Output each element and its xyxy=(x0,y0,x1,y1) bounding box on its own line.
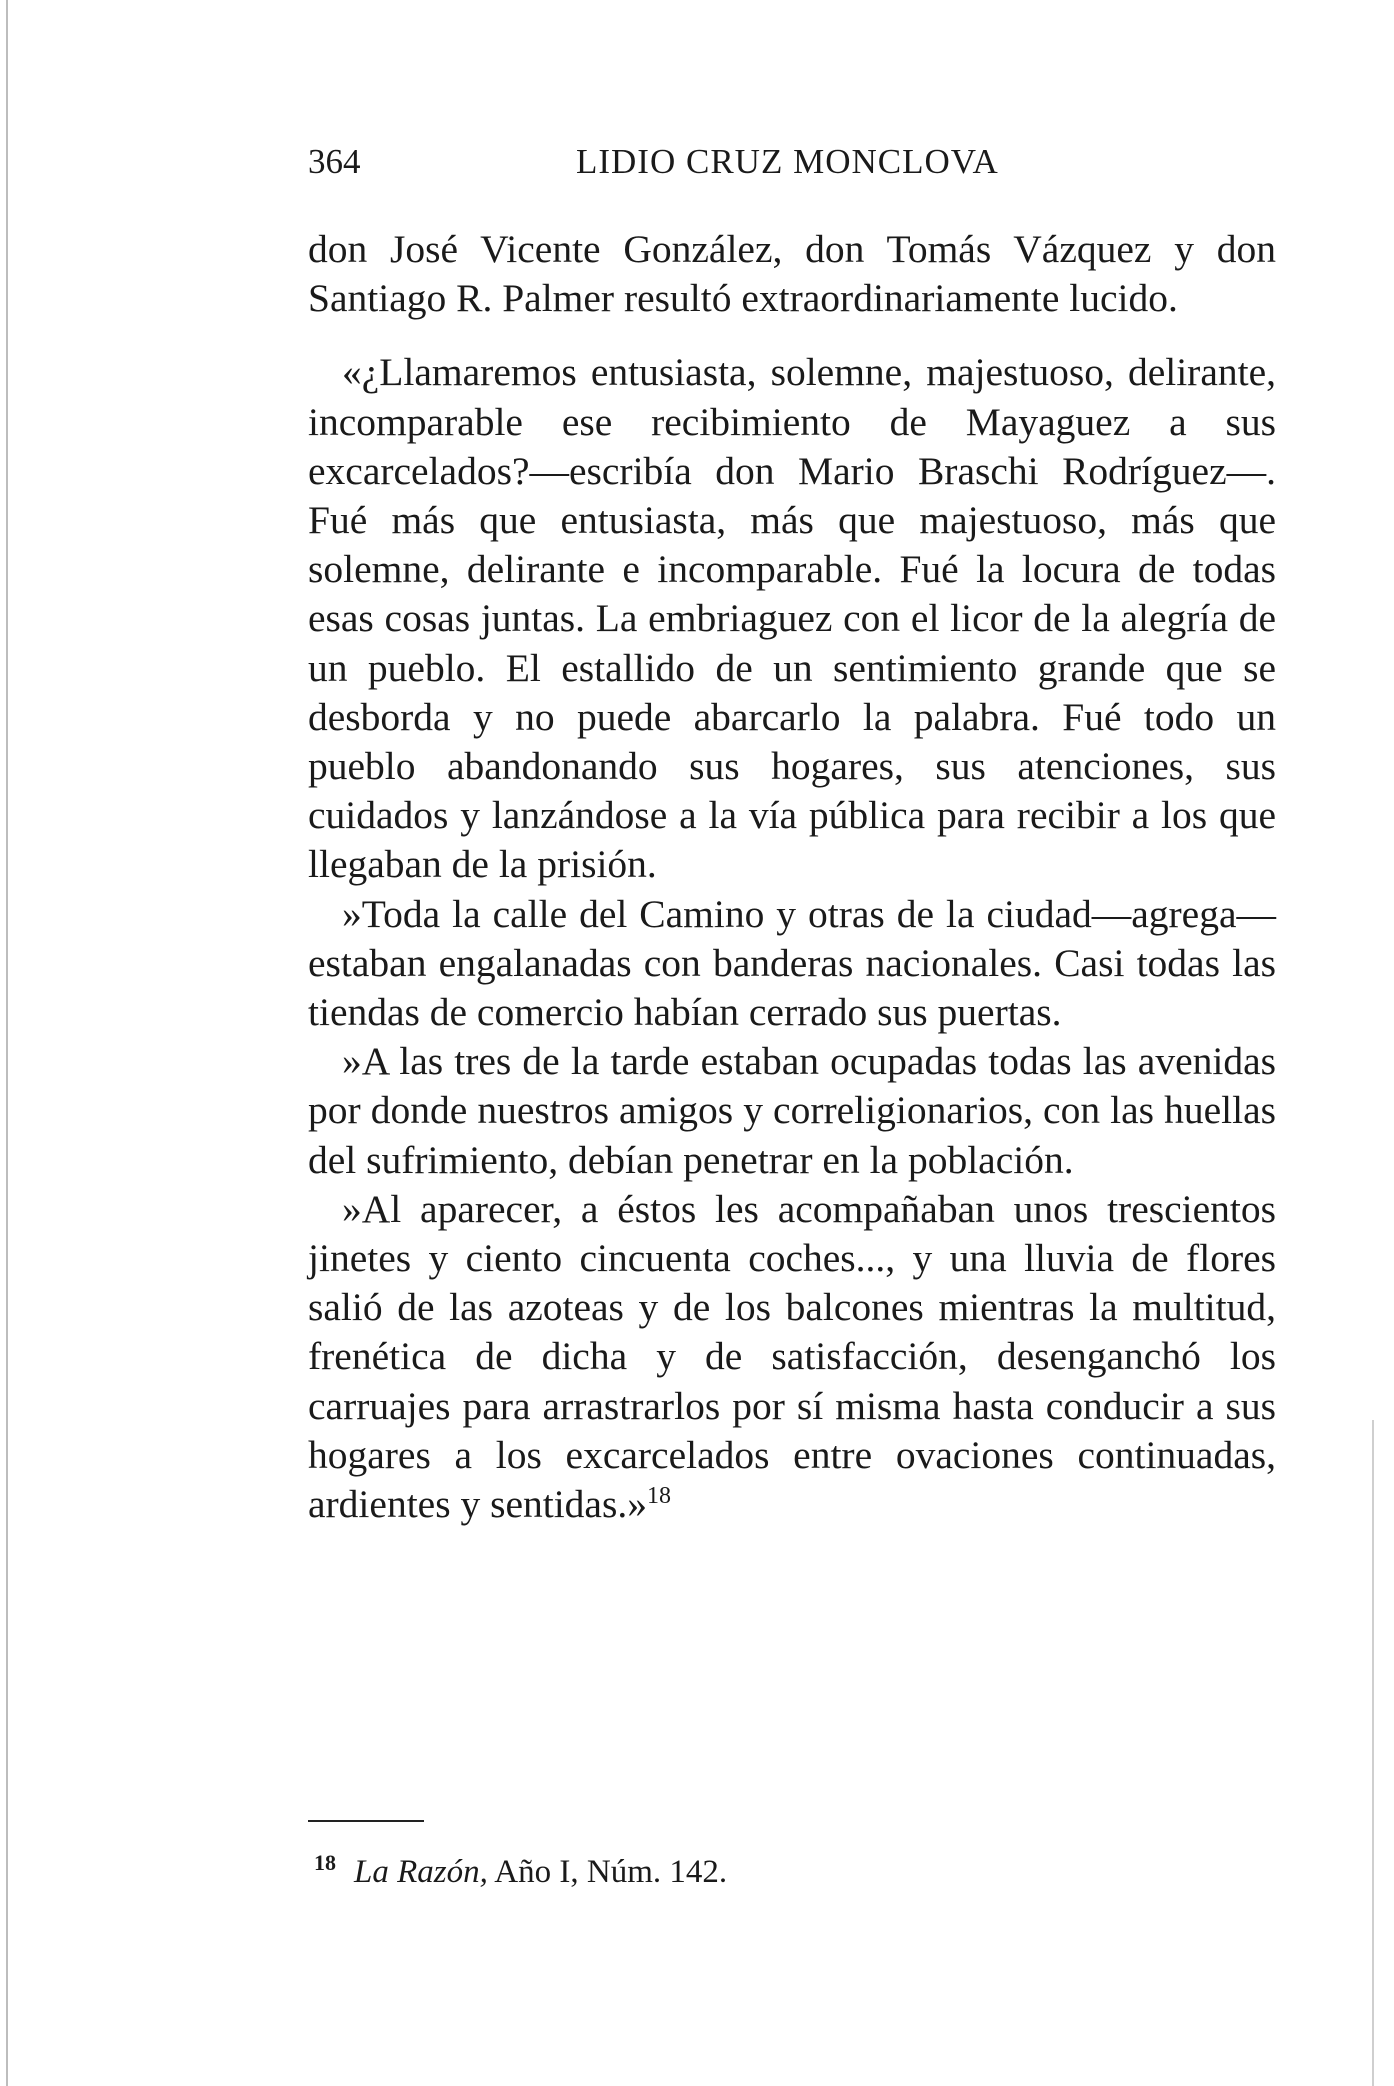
paragraph-3: »Toda la calle del Camino y otras de la ciudad—agrega—estaban engalanadas con banderas nacionales. Casi todas las tiendas de comercio habían cerrado sus puertas. xyxy=(308,891,1276,1035)
paragraph-1: don José Vicente González, don Tomás Vázquez y don Santiago R. Palmer resultó extraordinariamente lucido. xyxy=(308,227,1276,321)
footnote-divider xyxy=(308,1820,424,1822)
scan-edge-right xyxy=(1372,1420,1374,2086)
page-number: 364 xyxy=(308,142,361,181)
footnote-source-detail: Año I, Núm. 142. xyxy=(494,1854,728,1890)
footnote-source-title: La Razón, xyxy=(354,1854,488,1890)
paragraph-5 xyxy=(308,1185,1276,1529)
body-text xyxy=(308,225,1276,1529)
paragraph-5-text: »Al aparecer, a éstos les acompañaban unos trescientos jinetes y ciento cincuenta coches..., y una lluvia de flores salió de las azoteas y de los balcones mientras la multitud, frenética de dicha y de satisfacción, desenganchó los carruajes para arrastrarlos por sí misma hasta conducir a sus hogares a los excarcelados entre ovaciones continuadas, ardientes y sentidas.» xyxy=(308,1186,1276,1527)
running-title: LIDIO CRUZ MONCLOVA xyxy=(576,142,999,181)
footnote-reference: 18 xyxy=(646,1482,671,1509)
running-head xyxy=(308,142,1018,182)
scan-edge-left xyxy=(6,0,8,2086)
paragraph-4: »A las tres de la tarde estaban ocupadas todas las avenidas por donde nuestros amigos y correligionarios, con las huellas del sufrimiento, debían penetrar en la población. xyxy=(308,1039,1276,1182)
footnote-number: 18 xyxy=(314,1850,336,1875)
footnote xyxy=(314,1852,727,1892)
paragraph-2: «¿Llamaremos entusiasta, solemne, majestuoso, delirante, incomparable ese recibimiento de Mayaguez a sus excarcelados?—escribía don Mario Braschi Rodríguez—. Fué más que entusiasta, más que majestuoso, más que solemne, delirante e incomparable. Fué la locura de todas esas cosas juntas. La embriaguez con el licor de la alegría de un pueblo. El estallido de un sentimiento grande que se desborda y no puede abarcarlo la palabra. Fué todo un pueblo abandonando sus hogares, sus atenciones, sus cuidados y lanzándose a la vía pública para recibir a los que llegaban de la prisión. xyxy=(308,350,1276,887)
